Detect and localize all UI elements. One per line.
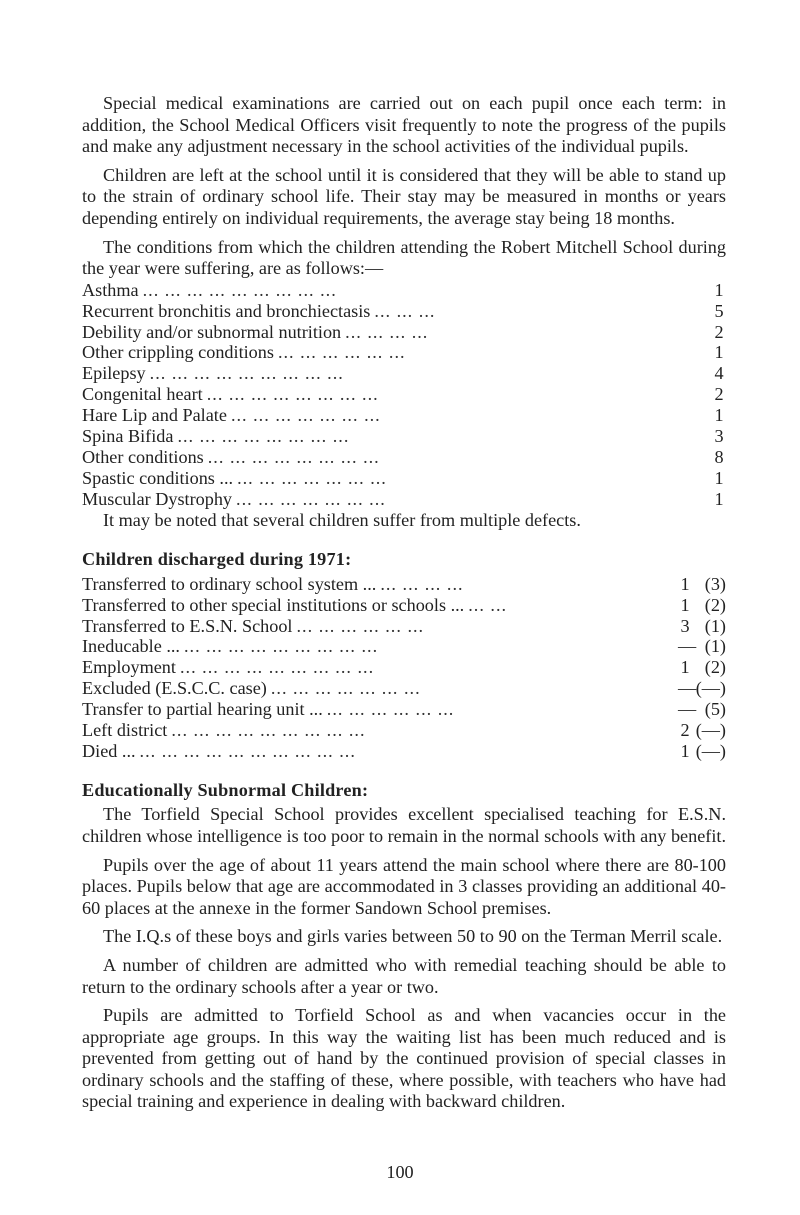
list-row	[82, 699, 726, 720]
row-value: 1	[714, 467, 724, 488]
row-value: 3	[714, 425, 724, 446]
row-leader-dots: ... ... ... ... ... ... ...	[236, 488, 386, 509]
list-row	[82, 322, 726, 343]
esn-paragraph-5: Pupils are admitted to Torfield School as and when vacancies occur in the appropriate age groups. In this way the waiting list has been much reduced and is prevented from getting out of hand by the continued provision of special classes in ordinary schools and the staffing of these, where possible, with teachers who have had special training and experience in dealing with backward children.	[82, 1005, 726, 1112]
row-previous-value: (1)	[704, 615, 726, 636]
list-row	[82, 301, 726, 322]
list-row	[82, 489, 726, 510]
row-label: Transferred to E.S.N. School	[82, 615, 293, 636]
list-row	[82, 384, 726, 405]
row-value: 2	[680, 719, 690, 740]
row-previous-value: (—)	[695, 740, 726, 761]
row-label: Excluded (E.S.C.C. case)	[82, 678, 267, 699]
row-label: Left district	[82, 719, 168, 740]
row-label: Spina Bifida	[82, 425, 174, 446]
intro-paragraph-1: Special medical examinations are carried out on each pupil once each term: in addition, the School Medical Officers visit frequently to note the progress of the pupils and make any adjustment necessary in the school activities of the individual pupils.	[82, 93, 726, 157]
row-value: 1	[714, 342, 724, 363]
list-row	[82, 657, 726, 678]
row-value: 4	[714, 363, 724, 384]
list-row	[82, 280, 726, 301]
list-row	[82, 468, 726, 489]
row-leader-dots: ... ... ... ... ... ... ...	[230, 405, 381, 426]
list-row	[82, 636, 726, 657]
row-leader-dots: ... ...	[468, 594, 508, 615]
row-value: 1	[714, 488, 724, 509]
row-value: 1	[714, 405, 724, 426]
row-value: —	[678, 636, 697, 657]
row-previous-value: (1)	[704, 636, 726, 657]
list-row	[82, 720, 726, 741]
row-previous-value: (3)	[704, 573, 726, 594]
row-value: 1	[680, 573, 690, 594]
row-value: 3	[680, 615, 690, 636]
row-label: Other crippling conditions	[82, 342, 274, 363]
row-leader-dots: ... ... ... ... ... ... ... ...	[177, 425, 350, 446]
list-row	[82, 342, 726, 363]
esn-paragraph-4: A number of children are admitted who with remedial teaching should be able to return to the ordinary schools after a year or two.	[82, 954, 726, 997]
row-label: Ineducable ...	[82, 636, 180, 657]
row-leader-dots: ... ... ... ... ... ... ... ...	[207, 446, 380, 467]
discharged-list	[82, 574, 726, 762]
row-leader-dots: ... ... ... ... ... ... ... ... ...	[171, 719, 366, 740]
list-row	[82, 616, 726, 637]
conditions-note: It may be noted that several children suffer from multiple defects.	[103, 509, 581, 530]
esn-paragraph-3: The I.Q.s of these boys and girls varies between 50 to 90 on the Terman Merril scale.	[103, 926, 723, 947]
row-label: Recurrent bronchitis and bronchiectasis	[82, 300, 371, 321]
row-leader-dots: ... ... ...	[374, 300, 436, 321]
list-row	[82, 595, 726, 616]
esn-paragraph-2: Pupils over the age of about 11 years attend the main school where there are 80-100 places. Pupils below that age are accommodated in 3 classes providing an additional 40-60 places at the annexe in the former Sandown School premises.	[82, 854, 726, 918]
row-label: Spastic conditions ...	[82, 467, 234, 488]
row-label: Epilepsy	[82, 363, 146, 384]
row-leader-dots: ... ... ... ... ... ... ...	[270, 678, 421, 699]
row-leader-dots: ... ... ... ... ... ... ... ... ...	[142, 279, 337, 300]
row-label: Transfer to partial hearing unit ...	[82, 699, 323, 720]
conditions-list	[82, 280, 726, 510]
row-label: Hare Lip and Palate	[82, 405, 227, 426]
row-label: Debility and/or subnormal nutrition	[82, 321, 342, 342]
row-previous-value: (—)	[695, 719, 726, 740]
row-label: Congenital heart	[82, 384, 203, 405]
list-row	[82, 405, 726, 426]
row-label: Died ...	[82, 740, 136, 761]
row-leader-dots: ... ... ... ... ... ... ... ... ...	[149, 363, 344, 384]
row-label: Transferred to other special institutions or schools ...	[82, 594, 465, 615]
row-leader-dots: ... ... ... ... ... ... ...	[237, 467, 387, 488]
row-value: 1	[714, 279, 724, 300]
row-leader-dots: ... ... ... ...	[380, 573, 464, 594]
row-label: Other conditions	[82, 446, 204, 467]
list-row	[82, 678, 726, 699]
list-row	[82, 363, 726, 384]
row-value: 1	[680, 594, 690, 615]
intro-paragraph-3: The conditions from which the children attending the Robert Mitchell School during the year were suffering, are as follows:—	[82, 236, 726, 279]
row-previous-value: (2)	[704, 594, 726, 615]
list-row	[82, 426, 726, 447]
row-label: Asthma	[82, 279, 139, 300]
row-previous-value: (—)	[695, 678, 726, 699]
row-label: Employment	[82, 657, 176, 678]
row-value: 5	[714, 300, 724, 321]
discharged-heading: Children discharged during 1971:	[82, 549, 352, 570]
row-leader-dots: ... ... ... ... ... ... ... ... ...	[179, 657, 375, 678]
row-label: Muscular Dystrophy	[82, 488, 233, 509]
row-value: —	[678, 678, 697, 699]
row-leader-dots: ... ... ... ... ... ... ... ... ... ...	[139, 740, 356, 761]
row-leader-dots: ... ... ... ... ... ... ... ...	[206, 384, 379, 405]
row-leader-dots: ... ... ... ...	[345, 321, 429, 342]
row-value: 2	[714, 321, 724, 342]
row-leader-dots: ... ... ... ... ... ...	[296, 615, 425, 636]
row-leader-dots: ... ... ... ... ... ... ... ... ...	[183, 636, 379, 657]
intro-paragraph-2: Children are left at the school until it is considered that they will be able to stand up to the strain of ordinary school life. Their stay may be measured in months or years depending entirely on individual requirements, the average stay being 18 months.	[82, 164, 726, 228]
row-value: 8	[714, 446, 724, 467]
row-previous-value: (2)	[704, 657, 726, 678]
esn-paragraph-1: The Torfield Special School provides excellent specialised teaching for E.S.N. children whose intelligence is too poor to remain in the normal schools with any benefit.	[82, 804, 726, 846]
list-row	[82, 741, 726, 762]
list-row	[82, 574, 726, 595]
list-row	[82, 447, 726, 468]
row-leader-dots: ... ... ... ... ... ...	[277, 342, 406, 363]
row-value: —	[678, 699, 697, 720]
row-previous-value: (5)	[704, 699, 726, 720]
page-number: 100	[386, 1162, 414, 1182]
esn-heading: Educationally Subnormal Children:	[82, 779, 369, 800]
row-leader-dots: ... ... ... ... ... ...	[326, 699, 455, 720]
row-value: 2	[714, 384, 724, 405]
row-value: 1	[680, 740, 690, 761]
document-body	[82, 93, 726, 1113]
row-value: 1	[680, 657, 690, 678]
row-label: Transferred to ordinary school system ...	[82, 573, 377, 594]
